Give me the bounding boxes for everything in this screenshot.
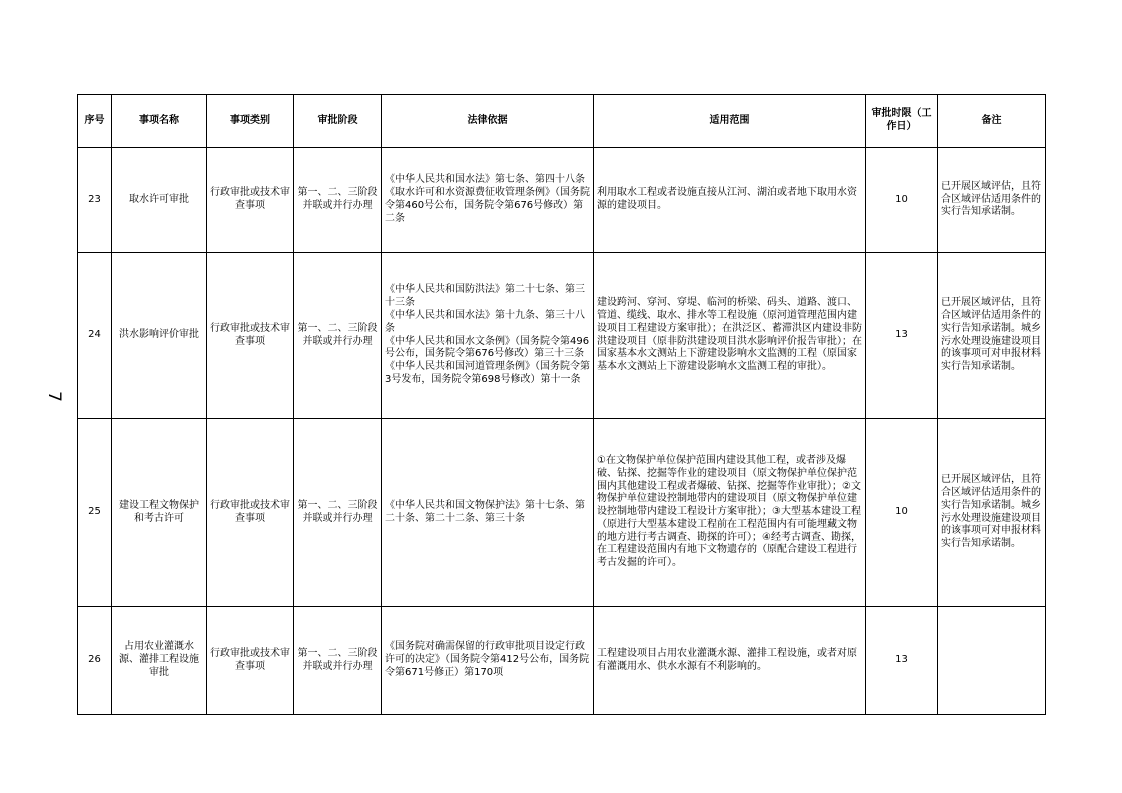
header-name: 事项名称 bbox=[112, 95, 207, 148]
cell-basis: 《中华人民共和国水法》第七条、第四十八条 《取水许可和水资源费征收管理条例》（国务院令第460号公布，国务院令第676号修改）第二条 bbox=[382, 148, 594, 253]
cell-remark: 已开展区域评估，且符合区域评估适用条件的实行告知承诺制。城乡污水处理设施建设项目的该事项可对申报材料实行告知承诺制。 bbox=[938, 419, 1046, 607]
table-row bbox=[78, 253, 1046, 419]
cell-no: 23 bbox=[78, 148, 112, 253]
cell-no: 24 bbox=[78, 253, 112, 419]
cell-category: 行政审批或技术审查事项 bbox=[207, 419, 294, 607]
cell-category: 行政审批或技术审查事项 bbox=[207, 607, 294, 715]
table-row bbox=[78, 148, 1046, 253]
table-row bbox=[78, 607, 1046, 715]
cell-scope: 建设跨河、穿河、穿堤、临河的桥梁、码头、道路、渡口、管道、缆线、取水、排水等工程设施（原河道管理范围内建设项目工程建设方案审批）；在洪泛区、蓄滞洪区内建设非防洪建设项目（原非防洪建设项目洪水影响评价报告审批）；在国家基本水文测站上下游建设影响水文监测的工程（原国家基本水文测站上下游建设影响水文监测工程的审批）。 bbox=[594, 253, 866, 419]
cell-basis: 《中华人民共和国防洪法》第二十七条、第三十三条 《中华人民共和国水法》第十九条、第三十八条 《中华人民共和国水文条例》（国务院令第496号公布，国务院令第676号修改）第三十三条 《中华人民共和国河道管理条例》（国务院令第3号发布，国务院令第698号修改）第十一条 bbox=[382, 253, 594, 419]
cell-days: 13 bbox=[866, 253, 938, 419]
cell-no: 25 bbox=[78, 419, 112, 607]
cell-days: 13 bbox=[866, 607, 938, 715]
cell-remark bbox=[938, 607, 1046, 715]
cell-category: 行政审批或技术审查事项 bbox=[207, 253, 294, 419]
cell-stage: 第一、二、三阶段并联或并行办理 bbox=[294, 253, 382, 419]
cell-basis: 《中华人民共和国文物保护法》第十七条、第二十条、第二十二条、第三十条 bbox=[382, 419, 594, 607]
table-row bbox=[78, 419, 1046, 607]
header-category: 事项类别 bbox=[207, 95, 294, 148]
cell-stage: 第一、二、三阶段并联或并行办理 bbox=[294, 419, 382, 607]
cell-scope: ①在文物保护单位保护范围内建设其他工程，或者涉及爆破、钻探、挖掘等作业的建设项目（原文物保护单位保护范围内其他建设工程或者爆破、钻探、挖掘等作业审批）；②文物保护单位建设控制地带内的建设项目（原文物保护单位建设控制地带内建设工程设计方案审批）；③大型基本建设工程（原进行大型基本建设工程前在工程范围内有可能埋藏文物的地方进行考古调查、勘探的许可）；④经考古调查、勘探，在工程建设范围内有地下文物遗存的（原配合建设工程进行考古发掘的许可）。 bbox=[594, 419, 866, 607]
cell-scope: 利用取水工程或者设施直接从江河、湖泊或者地下取用水资源的建设项目。 bbox=[594, 148, 866, 253]
cell-category: 行政审批或技术审查事项 bbox=[207, 148, 294, 253]
cell-basis: 《国务院对确需保留的行政审批项目设定行政许可的决定》（国务院令第412号公布，国务院令第671号修正）第170项 bbox=[382, 607, 594, 715]
cell-remark: 已开展区域评估，且符合区域评估适用条件的实行告知承诺制。城乡污水处理设施建设项目的该事项可对申报材料实行告知承诺制。 bbox=[938, 253, 1046, 419]
cell-name: 占用农业灌溉水源、灌排工程设施审批 bbox=[112, 607, 207, 715]
header-days: 审批时限（工作日） bbox=[866, 95, 938, 148]
cell-scope: 工程建设项目占用农业灌溉水源、灌排工程设施，或者对原有灌溉用水、供水水源有不利影响的。 bbox=[594, 607, 866, 715]
table-header-row bbox=[78, 95, 1046, 148]
cell-days: 10 bbox=[866, 148, 938, 253]
cell-remark: 已开展区域评估，且符合区域评估适用条件的实行告知承诺制。 bbox=[938, 148, 1046, 253]
cell-stage: 第一、二、三阶段并联或并行办理 bbox=[294, 607, 382, 715]
cell-no: 26 bbox=[78, 607, 112, 715]
header-remark: 备注 bbox=[938, 95, 1046, 148]
approval-items-table bbox=[77, 94, 1046, 715]
cell-days: 10 bbox=[866, 419, 938, 607]
cell-name: 取水许可审批 bbox=[112, 148, 207, 253]
cell-name: 建设工程文物保护和考古许可 bbox=[112, 419, 207, 607]
header-scope: 适用范围 bbox=[594, 95, 866, 148]
header-stage: 审批阶段 bbox=[294, 95, 382, 148]
cell-stage: 第一、二、三阶段并联或并行办理 bbox=[294, 148, 382, 253]
cell-name: 洪水影响评价审批 bbox=[112, 253, 207, 419]
header-no: 序号 bbox=[78, 95, 112, 148]
page-number: 7 bbox=[43, 391, 64, 402]
header-basis: 法律依据 bbox=[382, 95, 594, 148]
